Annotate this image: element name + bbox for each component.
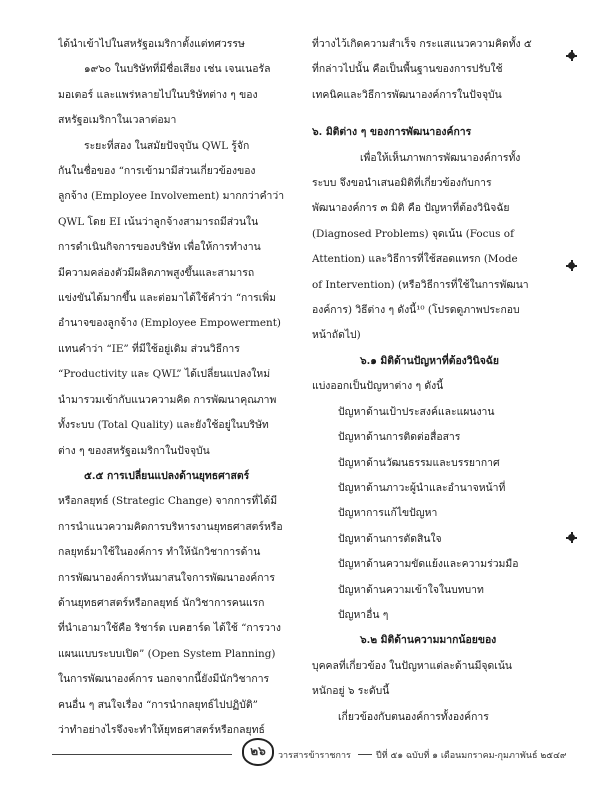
- section-heading: ๖. มิติต่าง ๆ ของการพัฒนาองค์การ: [312, 126, 472, 139]
- text-line: กันในชื่อของ “การเข้ามามีส่วนเกี่ยวข้องของ: [58, 165, 256, 178]
- binding-hole-mark-lower: [568, 534, 575, 541]
- text-line: QWL โดย EI เน้นว่าลูกจ้างสามารถมีส่วนใน: [58, 215, 259, 228]
- text-line: การพัฒนาองค์การหันมาสนใจการพัฒนาองค์การ: [58, 571, 275, 584]
- text-line: ปัญหาด้านการตัดสินใจ: [338, 532, 442, 545]
- text-line: ทั้งระบบ (Total Quality) และยังใช้อยู่ในบริษัท: [58, 419, 269, 432]
- left-column: [58, 32, 288, 743]
- text-line: บุคคลที่เกี่ยวข้อง ในปัญหาแต่ละด้านมีจุดเน้น: [312, 659, 513, 672]
- page-footer: [52, 744, 567, 766]
- right-column: [312, 32, 552, 730]
- text-line: ที่วางไว้เกิดความสำเร็จ กระแสแนวความคิดทั้ง ๕: [312, 38, 532, 50]
- text-line: ว่าทำอย่างไรจึงจะทำให้ยุทธศาสตร์หรือกลยุทธ์: [58, 723, 265, 736]
- text-line: ปัญหาการแก้ไขปัญหา: [338, 507, 438, 520]
- text-line: แบ่งออกเป็นปัญหาต่าง ๆ ดังนี้: [312, 380, 444, 393]
- text-line: ระยะที่สอง ในสมัยปัจจุบัน QWL รู้จัก: [84, 139, 250, 152]
- text-line: แผนแบบระบบเปิด” (Open System Planning): [58, 647, 276, 660]
- text-line: ด้านยุทธศาสตร์หรือกลยุทธ์ นักวิชาการคนแรก: [58, 596, 265, 609]
- page-number: ๒๖: [242, 738, 274, 766]
- magazine-name: วารสารข้าราชการ: [278, 751, 351, 761]
- footer-rule-left: [52, 754, 232, 755]
- text-line: ที่นำเอามาใช้คือ ริชาร์ด เบคฮาร์ด ได้ใช้ “การวาง: [58, 622, 281, 635]
- text-line: ปัญหาด้านความขัดแย้งและความร่วมมือ: [338, 558, 519, 571]
- text-line: Attention) และวิธีการที่ใช้สอดแทรก (Mode: [312, 253, 518, 266]
- text-line: ปัญหาด้านวัฒนธรรมและบรรยากาศ: [338, 456, 500, 469]
- text-line: ปัญหาด้านการติดต่อสื่อสาร: [338, 431, 461, 444]
- text-line: หนักอยู่ ๖ ระดับนี้: [312, 685, 390, 698]
- text-line: ที่กล่าวไปนั้น คือเป็นพื้นฐานของการปรับใช้: [312, 63, 503, 76]
- footer-rule-right: [358, 754, 372, 755]
- text-line: “Productivity และ QWL” ได้เปลี่ยนแปลงใหม่: [58, 368, 271, 381]
- text-line: องค์การ) วิธีต่าง ๆ ดังนี้¹⁰ (โปรดดูภาพประกอบ: [312, 304, 520, 317]
- text-line: เพื่อให้เห็นภาพการพัฒนาองค์การทั้ง: [360, 151, 521, 164]
- text-line: ๖.๑ มิติด้านปัญหาที่ต้องวินิจฉัย: [360, 354, 499, 367]
- text-line: ๖.๒ มิติด้านความมากน้อยของ: [360, 634, 497, 647]
- text-line: พัฒนาองค์การ ๓ มิติ คือ ปัญหาที่ต้องวินิจฉัย: [312, 202, 510, 215]
- issue-info: ปีที่ ๕๑ ฉบับที่ ๑ เดือนมกราคม-กุมภาพันธ์ ๒๕๔๙: [376, 751, 567, 761]
- text-line: ต่าง ๆ ของสหรัฐอเมริกาในปัจจุบัน: [58, 444, 210, 457]
- text-line: of Intervention) (หรือวิธีการที่ใช้ในการพัฒนา: [312, 278, 529, 291]
- text-line: อำนาจของลูกจ้าง (Employee Empowerment): [58, 317, 281, 330]
- text-line: ปัญหาอื่น ๆ: [338, 608, 389, 621]
- binding-hole-mark-middle: [568, 262, 575, 269]
- text-line: เกี่ยวข้องกับตนองค์การทั้งองค์การ: [338, 710, 489, 723]
- text-line: ระบบ จึงขอนำเสนอมิติที่เกี่ยวข้องกับการ: [312, 177, 492, 190]
- text-line: เทคนิคและวิธีการพัฒนาองค์การในปัจจุบัน: [312, 88, 502, 101]
- binding-hole-mark-top: [568, 52, 575, 59]
- text-line: ๑๙๖๐ ในบริษัทที่มีชื่อเสียง เช่น เจนเนอรัล: [84, 63, 271, 76]
- text-line: นำมารวมเข้ากับแนวความคิด การพัฒนาคุณภาพ: [58, 393, 277, 406]
- text-line: การดำเนินกิจการของบริษัท เพื่อให้การทำงาน: [58, 241, 261, 254]
- text-line: มีความคล่องตัวมีผลิตภาพสูงขึ้นและสามารถ: [58, 266, 255, 279]
- text-line: การนำแนวความคิดการบริหารงานยุทธศาสตร์หรือ: [58, 520, 283, 533]
- text-line: สหรัฐอเมริกาในเวลาต่อมา: [58, 114, 177, 127]
- text-line: คนอื่น ๆ สนใจเรื่อง “การนำกลยุทธ์ไปปฏิบัติ”: [58, 698, 258, 711]
- text-line: หน้าถัดไป): [312, 329, 361, 342]
- text-line: กลยุทธ์มาใช้ในองค์การ ทำให้นักวิชาการด้าน: [58, 546, 261, 559]
- text-line: ลูกจ้าง (Employee Involvement) มากกว่าคำว่า: [58, 190, 285, 203]
- text-line: ได้นำเข้าไปในสหรัฐอเมริกาตั้งแต่ทศวรรษ: [58, 38, 245, 50]
- text-line: แข่งขันได้มากขึ้น และต่อมาได้ใช้คำว่า “การเพิ่ม: [58, 292, 276, 305]
- text-line: ปัญหาด้านภาวะผู้นำและอำนาจหน้าที่: [338, 481, 506, 494]
- text-line: มอเตอร์ และแพร่หลายไปในบริษัทต่าง ๆ ของ: [58, 88, 258, 101]
- text-line: (Diagnosed Problems) จุดเน้น (Focus of: [312, 227, 514, 240]
- text-line: ในการพัฒนาองค์การ นอกจากนี้ยังมีนักวิชาการ: [58, 673, 270, 686]
- text-line: หรือกลยุทธ์ (Strategic Change) จากการที่ได้มี: [58, 495, 278, 508]
- text-line: ปัญหาด้านความเข้าใจในบทบาท: [338, 583, 484, 596]
- text-line: แทนคำว่า “IE” ที่มีใช้อยู่เดิม ส่วนวิธีการ: [58, 342, 240, 355]
- text-line: ปัญหาด้านเป้าประสงค์และแผนงาน: [338, 405, 495, 418]
- text-line: ๕.๕ การเปลี่ยนแปลงด้านยุทธศาสตร์: [84, 469, 250, 482]
